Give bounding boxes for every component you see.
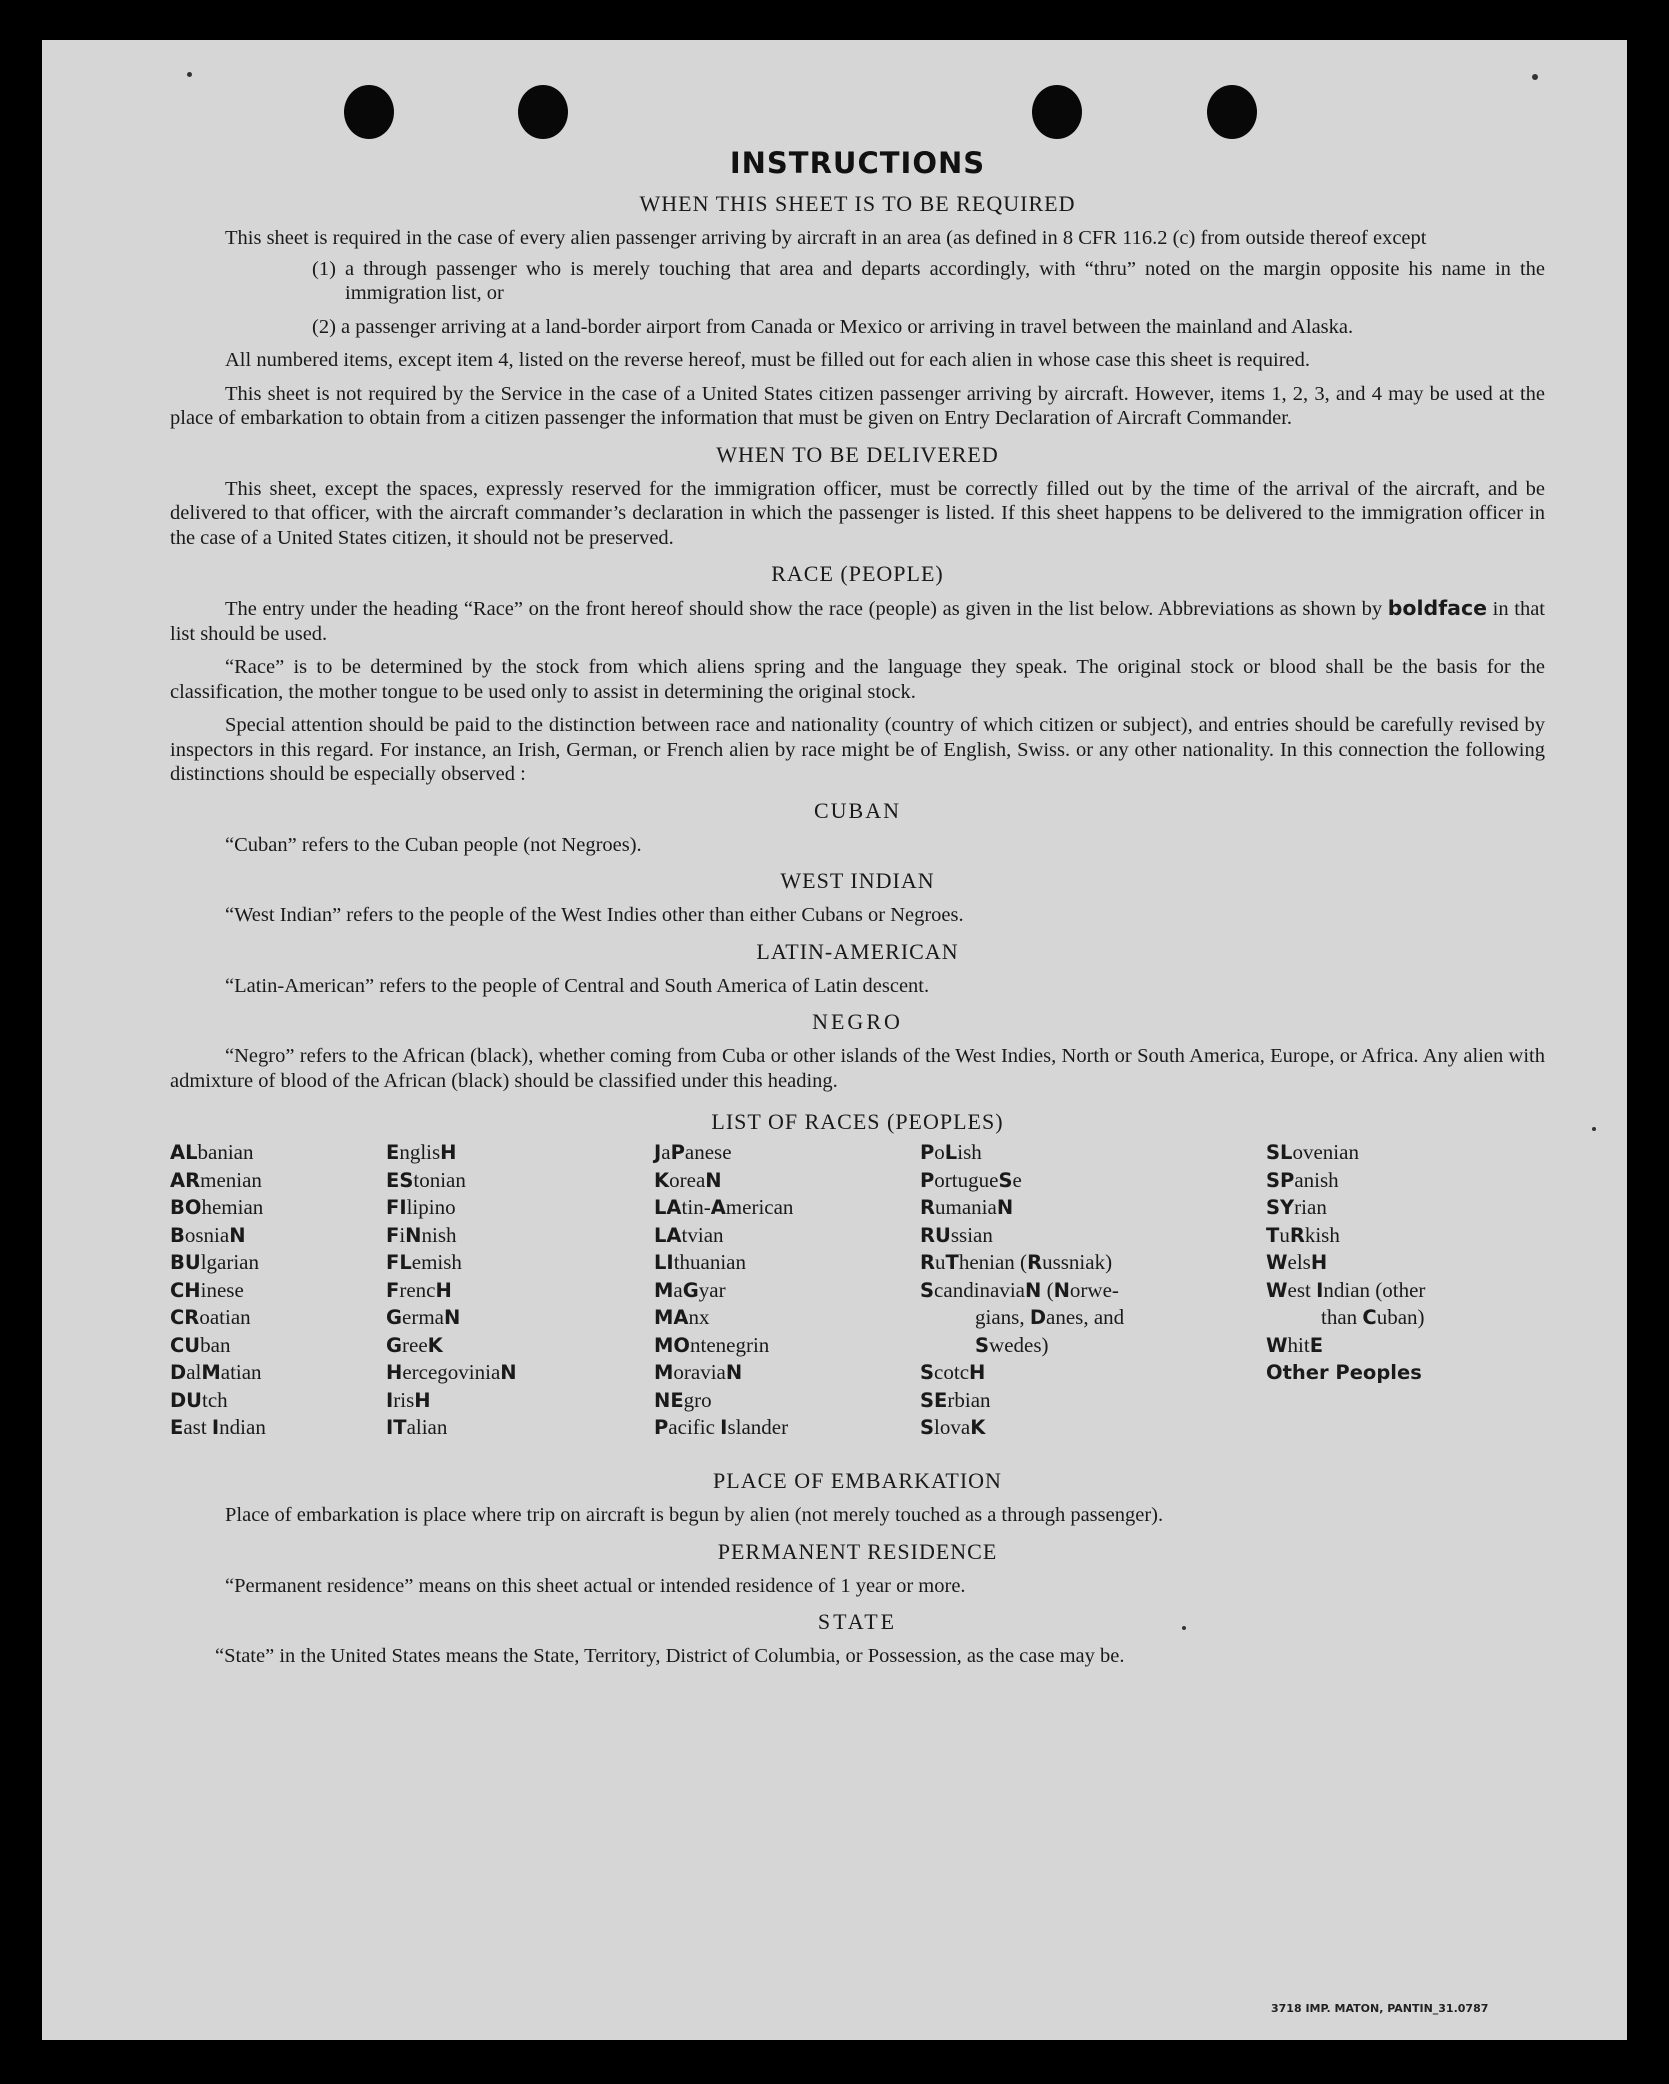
- section-heading-state: STATE: [817, 1609, 898, 1634]
- race-paragraph-3: Special attention should be paid to the distinction between race and nationality (country of which citizen or subject), and entries should be carefully revised by inspectors in this regard. For instance, an Irish, German, or French alien by race might be of English, Swiss. or any other nationality. In this connection the following distinctions should be especially observed :: [170, 714, 1545, 785]
- when-delivered-text: This sheet, except the spaces, expressly reserved for the immigration officer, must be correctly filled out by the time of the arrival of the aircraft, and be delivered to that officer, with the aircraft commander’s declaration in which the passenger is listed. If this sheet happens to be delivered to the immigration officer in the case of a United States citizen, it should not be preserved.: [170, 477, 1545, 549]
- section-heading-residence: PERMANENT RESIDENCE: [717, 1538, 998, 1564]
- race-entry: WelsH: [1266, 1250, 1328, 1274]
- race-entry: DalMatian: [170, 1360, 262, 1384]
- document-sheet: [42, 40, 1627, 2040]
- section-heading-west-indian: WEST INDIAN: [780, 868, 935, 893]
- state-text: “State” in the United States means the State, Territory, District of Columbia, or Possession, as the case may be.: [215, 1645, 1125, 1667]
- race-entry: East Indian: [170, 1415, 266, 1439]
- races-column-1: [170, 1139, 266, 1442]
- race-entry: Other Peoples: [1266, 1361, 1422, 1384]
- race-entry: MAnx: [654, 1305, 710, 1329]
- race-entry: CRoatian: [170, 1305, 251, 1329]
- race-entry: RuThenian (Russniak): [920, 1250, 1113, 1274]
- speck: [187, 72, 192, 77]
- races-column-4: [920, 1139, 1124, 1442]
- race-entry: MOntenegrin: [654, 1332, 770, 1357]
- race-entry: LAtvian: [654, 1222, 724, 1247]
- when-required-intro: This sheet is required in the case of every alien passenger arriving by aircraft in an area (as defined in 8 CFR 116.2 (c) from outside thereof except: [225, 227, 1427, 249]
- race-entry: FLemish: [386, 1250, 462, 1274]
- race-entry: HercegoviniaN: [386, 1360, 517, 1384]
- race-p1-end: in that list should be used.: [170, 598, 1545, 645]
- race-paragraph-2: “Race” is to be determined by the stock from which aliens spring and the language they speak. The original stock or blood shall be the basis for the classification, the mother tongue to be used only to assist in determining the original stock.: [170, 656, 1545, 703]
- section-heading-embarkation: PLACE OF EMBARKATION: [713, 1468, 1002, 1493]
- race-entry: LIthuanian: [654, 1250, 746, 1274]
- section-heading-latin-american: LATIN-AMERICAN: [756, 938, 959, 964]
- race-entry: SYrian: [1266, 1195, 1327, 1219]
- punch-hole: [1032, 85, 1082, 139]
- race-entry: RUssian: [920, 1222, 993, 1247]
- race-entry: ITalian: [386, 1415, 448, 1439]
- race-entry: EnglisH: [386, 1140, 457, 1164]
- race-entry: BOhemian: [170, 1195, 264, 1219]
- race-entry: SPanish: [1266, 1167, 1339, 1192]
- race-entry: JaPanese: [654, 1140, 732, 1164]
- race-paragraph-1: [170, 596, 1545, 646]
- race-entry: KoreaN: [654, 1167, 722, 1192]
- citizen-note: This sheet is not required by the Service in the case of a United States citizen passenger arriving by aircraft. However, items 1, 2, 3, and 4 may be used at the place of embarkation to obtain from a citizen passenger the information that must be given on Entry Declaration of Aircraft Commander.: [170, 382, 1545, 429]
- race-p1-start: The entry under the heading “Race” on the front hereof should show the race (people) as given in the list below. Abbreviations as shown by: [225, 598, 1388, 620]
- race-entry: PortugueSe: [920, 1167, 1022, 1192]
- section-heading-negro: NEGRO: [812, 1009, 903, 1034]
- races-column-2: [386, 1139, 517, 1442]
- embarkation-text: Place of embarkation is place where trip on aircraft is begun by alien (not merely touched as a through passenger).: [225, 1504, 1164, 1526]
- speck: [1532, 74, 1538, 80]
- race-entry: Swedes): [975, 1332, 1049, 1357]
- race-p1-boldface: boldface: [1387, 596, 1488, 620]
- page-title: INSTRUCTIONS: [729, 146, 986, 180]
- section-heading-when-delivered: WHEN TO BE DELIVERED: [716, 441, 999, 467]
- section-heading-race: RACE (PEOPLE): [771, 561, 944, 586]
- race-entry: FrencH: [386, 1277, 452, 1302]
- race-entry: MaGyar: [654, 1277, 726, 1302]
- race-entry: GreeK: [386, 1332, 443, 1357]
- races-list-heading: LIST OF RACES (PEOPLES): [711, 1109, 1004, 1134]
- race-entry: IrisH: [386, 1387, 431, 1412]
- race-entry: NEgro: [654, 1387, 712, 1412]
- race-entry: ALbanian: [170, 1140, 254, 1164]
- race-entry: DUtch: [170, 1387, 228, 1412]
- race-entry: ScandinaviaN (Norwe-: [920, 1277, 1119, 1302]
- race-entry: BUlgarian: [170, 1250, 260, 1274]
- race-entry: than Cuban): [1321, 1305, 1425, 1329]
- race-entry: gians, Danes, and: [975, 1305, 1125, 1329]
- race-entry: TuRkish: [1266, 1222, 1340, 1247]
- race-entry: MoraviaN: [654, 1360, 743, 1384]
- punch-hole: [344, 85, 394, 139]
- race-entry: Pacific Islander: [654, 1415, 789, 1439]
- race-entry: West Indian (other: [1266, 1277, 1426, 1302]
- numbered-items-note: All numbered items, except item 4, listed on the reverse hereof, must be filled out for each alien in whose case this sheet is required.: [225, 349, 1311, 371]
- race-entry: PoLish: [920, 1140, 982, 1164]
- cuban-text: “Cuban” refers to the Cuban people (not Negroes).: [225, 833, 642, 856]
- race-entry: CUban: [170, 1332, 231, 1357]
- section-heading-when-required: WHEN THIS SHEET IS TO BE REQUIRED: [639, 191, 1076, 216]
- race-entry: GermaN: [386, 1305, 461, 1329]
- section-heading-cuban: CUBAN: [813, 797, 901, 823]
- race-entry: EStonian: [386, 1167, 466, 1192]
- race-entry: WhitE: [1266, 1332, 1324, 1357]
- races-column-5: [1266, 1139, 1425, 1387]
- instructions-content: [170, 140, 1545, 1678]
- race-entry: RumaniaN: [920, 1195, 1014, 1219]
- race-entry: FIlipino: [386, 1195, 456, 1219]
- race-entry: FiNnish: [386, 1222, 457, 1247]
- residence-text: “Permanent residence” means on this sheet actual or intended residence of 1 year or more.: [225, 1574, 966, 1597]
- punch-hole: [1207, 85, 1257, 139]
- west-indian-text: “West Indian” refers to the people of the West Indies other than either Cubans or Negroes.: [225, 904, 964, 926]
- races-column-3: [654, 1139, 793, 1442]
- races-list: [170, 1139, 1545, 1457]
- race-entry: ScotcH: [920, 1360, 986, 1384]
- race-entry: LAtin-American: [654, 1195, 794, 1219]
- race-entry: ARmenian: [170, 1167, 262, 1192]
- latin-american-text: “Latin-American” refers to the people of Central and South America of Latin descent.: [225, 974, 930, 997]
- race-entry: BosniaN: [170, 1222, 246, 1247]
- race-entry: SErbian: [920, 1387, 991, 1412]
- exception-1: (1) a through passenger who is merely touching that area and departs accordingly, with “thru” noted on the margin opposite his name in the immigration list, or: [312, 257, 1545, 304]
- exception-2: (2) a passenger arriving at a land-border airport from Canada or Mexico or arriving in travel between the mainland and Alaska.: [312, 315, 1354, 338]
- negro-text: “Negro” refers to the African (black), whether coming from Cuba or other islands of the West Indies, North or South America, Europe, or Africa. Any alien with admixture of blood of the African (black) should be classified under this heading.: [170, 1045, 1545, 1092]
- race-entry: CHinese: [170, 1277, 244, 1302]
- punch-hole: [518, 85, 568, 139]
- race-entry: SLovenian: [1266, 1140, 1359, 1164]
- printer-mark: 3718 IMP. MATON, PANTIN_31.0787: [1271, 2002, 1489, 2015]
- race-entry: SlovaK: [920, 1415, 986, 1439]
- speck: [1592, 1127, 1596, 1131]
